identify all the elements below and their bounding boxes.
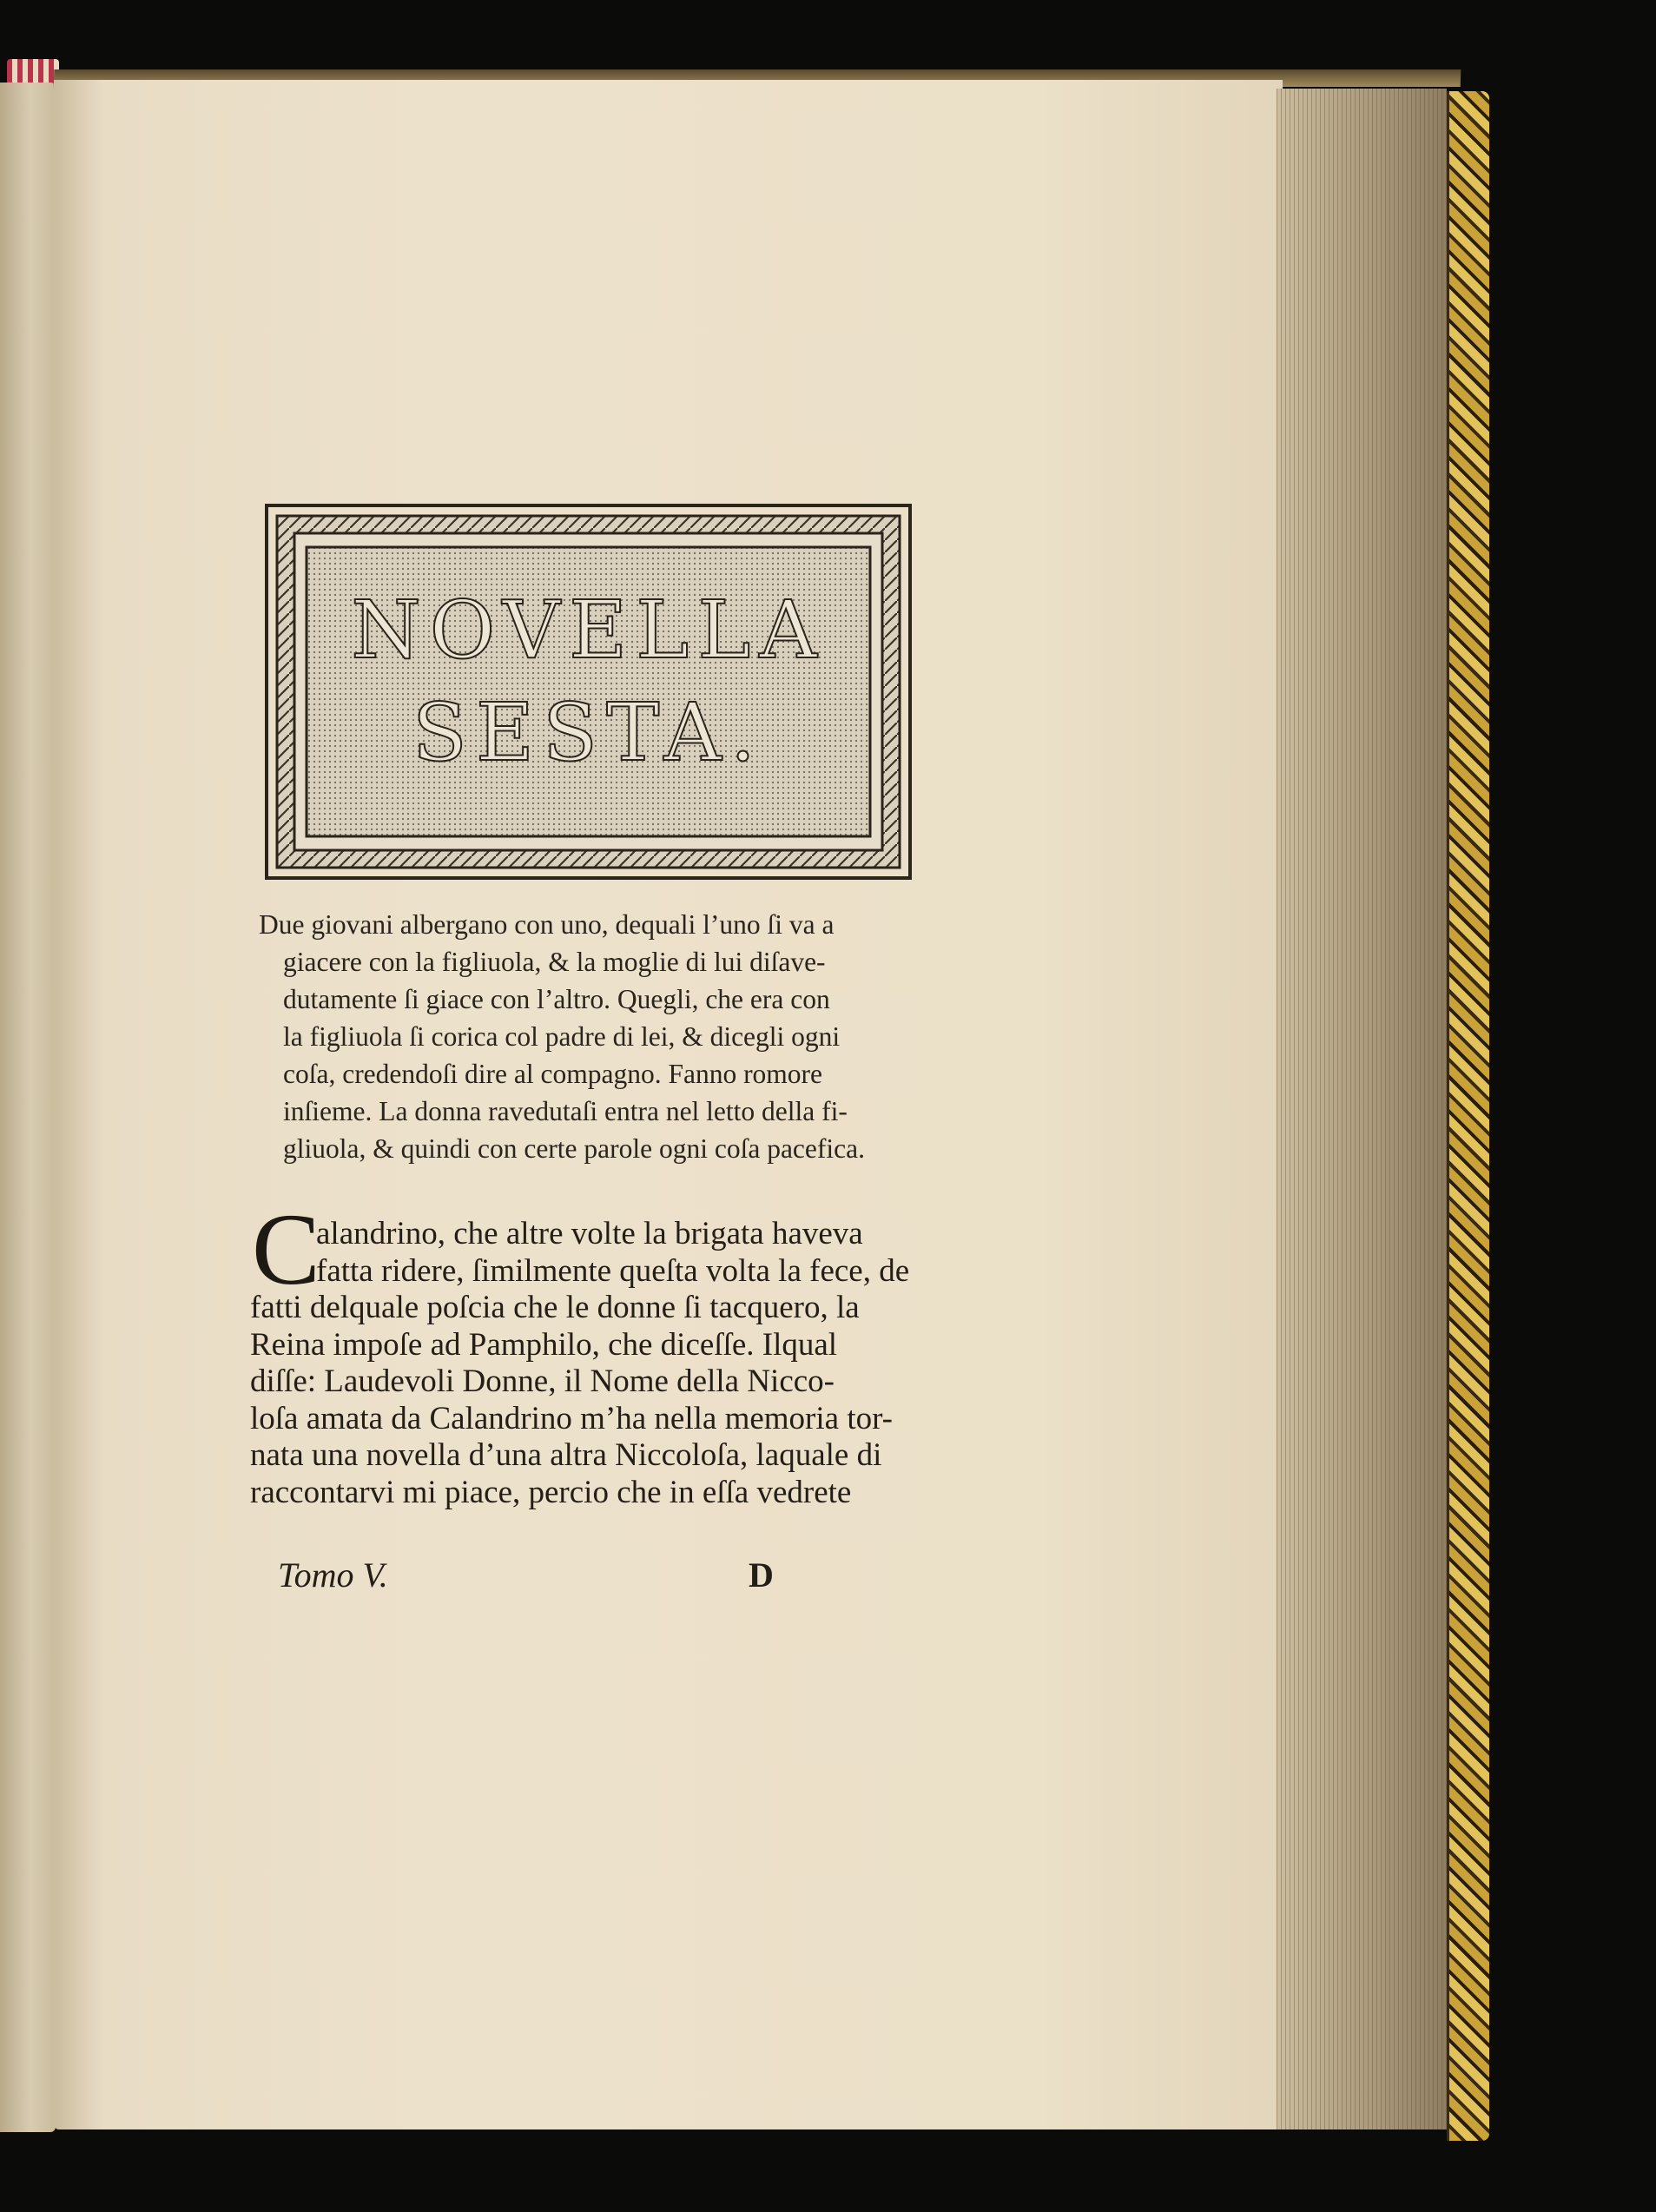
vignette-title-novella: NOVELLA — [351, 584, 826, 677]
body-line: fatti delquale poſcia che le donne ſi tacquero, la — [250, 1290, 860, 1325]
title-vignette — [265, 504, 912, 880]
body-line: raccontarvi mi piace, percio che in eſſa vedrete — [250, 1474, 852, 1510]
drop-cap: C — [252, 1192, 320, 1306]
facing-page-edge — [0, 83, 56, 2132]
body-line: nata una novella d’una altra Niccoloſa, laquale di — [250, 1437, 882, 1473]
argument-line: coſa, credendoſi dire al compagno. Fanno romore — [283, 1059, 823, 1089]
volume-signature: Tomo V. — [278, 1555, 388, 1595]
argument-line: la figliuola ſi corica col padre di lei, & dicegli ogni — [283, 1021, 841, 1052]
body-line: alandrino, che altre volte la brigata haveva — [316, 1216, 863, 1251]
signature-letter: D — [749, 1555, 774, 1595]
gilt-spine-ornament — [1447, 91, 1489, 2141]
body-line: diſſe: Laudevoli Donne, il Nome della Nicco- — [250, 1364, 835, 1399]
argument-line: inſieme. La donna ravedutaſi entra nel letto della fi- — [283, 1096, 848, 1126]
body-line: fatta ridere, ſimilmente queſta volta la fece, de — [316, 1252, 910, 1289]
page-stack-edge — [1277, 89, 1447, 2129]
body-text — [250, 1216, 923, 1511]
argument-line: Due giovani albergano con uno, dequali l’uno ſi va a — [259, 909, 835, 940]
body-line: loſa amata da Calandrino m’ha nella memoria tor- — [250, 1400, 893, 1436]
chapter-argument — [259, 906, 919, 1167]
argument-line: gliuola, & quindi con certe parole ogni coſa pacefica. — [283, 1133, 865, 1164]
body-line: Reina impoſe ad Pamphilo, che diceſſe. Ilqual — [250, 1326, 838, 1363]
argument-line: dutamente ſi giace con l’altro. Quegli, che era con — [283, 984, 830, 1014]
argument-line: giacere con la figliuola, & la moglie di lui diſave- — [283, 947, 826, 977]
vignette-title-sesta: SESTA. — [412, 686, 765, 779]
